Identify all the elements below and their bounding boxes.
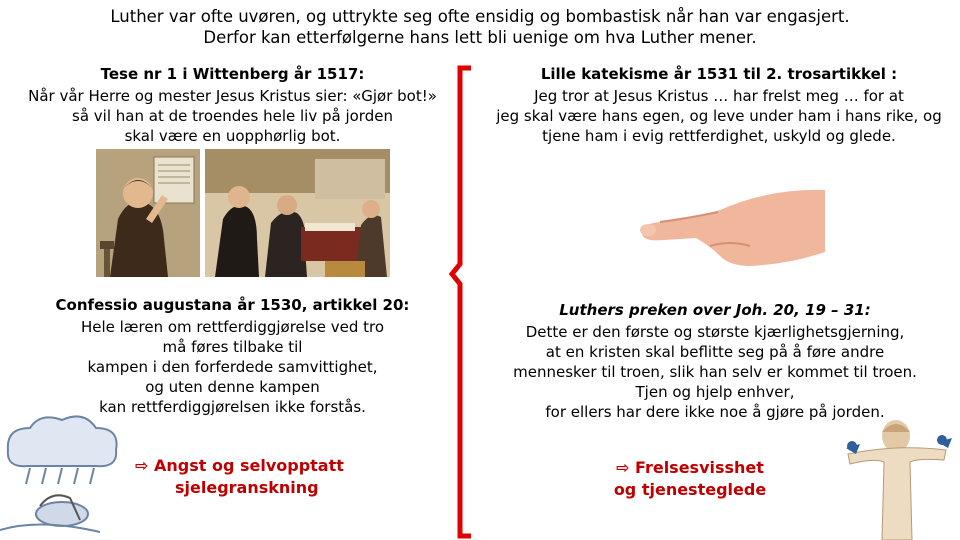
left-top-line: så vil han at de troendes hele liv på jorden: [72, 107, 393, 125]
right-top-line: Jeg tror at Jesus Kristus … har frelst meg … for at: [534, 87, 904, 105]
arrow-right-icon: ⇨: [135, 456, 149, 475]
right-bottom-heading: Luthers preken over Joh. 20, 19 – 31:: [559, 301, 871, 319]
figure-with-birds-image: [838, 414, 958, 540]
left-bottom-line: må føres tilbake til: [162, 338, 303, 356]
left-bottom-line: Hele læren om rettferdiggjørelse ved tro: [80, 318, 385, 336]
header-line-1: Luther var ofte uvøren, og uttrykte seg ofte ensidig og bombastisk når han var engasjert.: [110, 7, 850, 26]
header-line-2: Derfor kan etterfølgerne hans lett bli uenige om hva Luther mener.: [203, 28, 757, 47]
left-top-line: skal være en uopphørlig bot.: [124, 127, 341, 145]
slide-header: [0, 6, 960, 48]
arrow-right-icon: ⇨: [616, 458, 630, 477]
right-top-line: jeg skal være hans egen, og leve under ham i hans rike, og: [496, 107, 942, 125]
right-top-heading: Lille katekisme år 1531 til 2. trosartikkel :: [540, 65, 898, 83]
right-top-line: tjene ham i evig rettferdighet, uskyld og glede.: [542, 127, 896, 145]
left-conclusion: [135, 455, 375, 499]
right-conclusion-line-2: og tjenesteglede: [613, 480, 767, 499]
right-bottom-line: Tjen og hjelp enhver,: [635, 383, 795, 401]
left-top-section: [0, 64, 465, 146]
luther-nailing-theses-image: [96, 149, 200, 277]
left-bottom-line: og uten denne kampen: [145, 378, 320, 396]
left-conclusion-line-1: Angst og selvopptatt: [153, 456, 344, 475]
left-bottom-line: kan rettferdiggjørelsen ikke forstås.: [99, 398, 366, 416]
luther-debate-painting: [205, 149, 390, 277]
right-bottom-line: for ellers har dere ikke noe å gjøre på jorden.: [545, 403, 885, 421]
left-top-line: Når vår Herre og mester Jesus Kristus sier: «Gjør bot!»: [28, 87, 437, 105]
left-top-heading: Tese nr 1 i Wittenberg år 1517:: [100, 65, 365, 83]
left-conclusion-line-2: sjelegranskning: [175, 478, 319, 497]
pointing-hand-image: [600, 160, 825, 278]
right-conclusion: [580, 457, 800, 501]
right-bottom-line: at en kristen skal beflitte seg på å føre andre: [545, 343, 885, 361]
storm-cloud-cartoon-image: [0, 410, 125, 540]
right-conclusion-line-1: Frelsesvisshet: [635, 458, 764, 477]
left-bottom-section: [0, 295, 465, 417]
left-bottom-heading: Confessio augustana år 1530, artikkel 20:: [55, 296, 410, 314]
right-bottom-section: [470, 300, 960, 422]
right-top-section: [478, 64, 960, 146]
left-bottom-line: kampen i den forferdede samvittighet,: [87, 358, 378, 376]
right-bottom-line: mennesker til troen, slik han selv er kommet til troen.: [513, 363, 917, 381]
right-bottom-line: Dette er den første og største kjærlighetsgjerning,: [525, 323, 905, 341]
